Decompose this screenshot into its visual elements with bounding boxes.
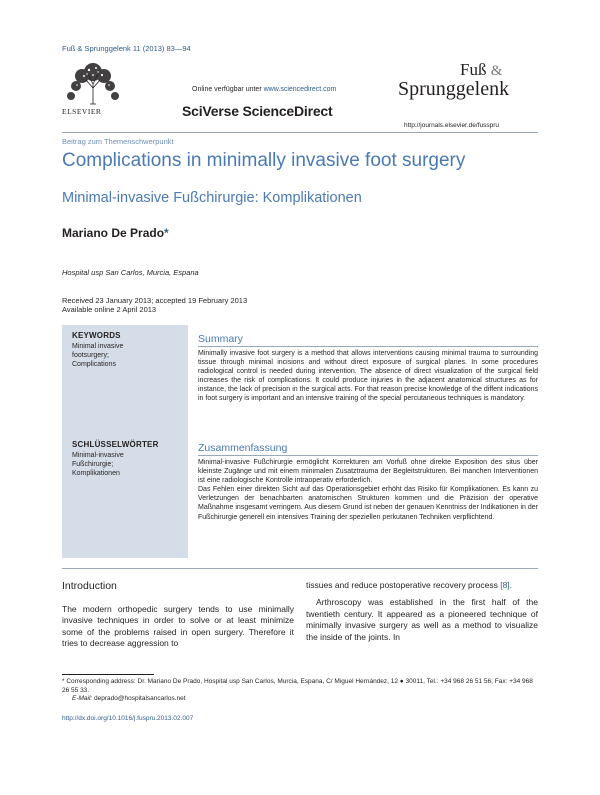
keyword-item: Fußchirurgie; (72, 461, 114, 468)
zusammenfassung-paragraph: Das Fehlen einer direkten Sicht auf das Operationsgebiet erhöht das Risiko für Komplikationen. Es kann zu Verletzungen der benachbarten anatomischen Strukturen kommen und die Präzision der operative Maßnahme insgesamt verringern. Aus diesem Grund ist neben der genauen Kenntniss der Indikationen in der Fußchirurgie generell ein intensives Training der speziellen perkutanen Techniken verpflichtend. (198, 486, 538, 521)
keywords-heading-german: SCHLÜSSELWÖRTER (72, 440, 159, 449)
journal-ampersand: & (490, 63, 503, 79)
online-availability (192, 86, 336, 93)
summary-divider (198, 346, 538, 347)
sciencedirect-link[interactable]: www.sciencedirect.com (263, 86, 337, 93)
zusammenfassung-paragraph: Minimal-invasive Fußchirurgie ermöglicht Korrekturen am Vorfuß ohne direkte Exposition des situs über kleinste Zugänge und mit einem minimalen Zusatztrauma der Begleitstrukturen. Bei manchen Interventionen ist eine radiologische Kontrolle intraoperativ erforderlich. (198, 459, 538, 485)
body-column-left: The modern orthopedic surgery tends to use minimally invasive techniques in order to solve or at least minimize some of the problems raised in open surgery. Therefore it tries to decrease aggression to (62, 604, 294, 649)
zusammenfassung-divider (198, 455, 538, 456)
email-link[interactable]: deprado@hospitalsancarlos.net (94, 695, 186, 703)
zusammenfassung-heading: Zusammenfassung (198, 442, 288, 454)
author-name: Mariano De Prado (62, 226, 165, 240)
article-title-german: Minimal-invasive Fußchirurgie: Komplikationen (62, 190, 362, 206)
body-column-right (306, 580, 538, 643)
available-date: Available online 2 April 2013 (62, 305, 157, 314)
journal-name-line1: Fuß (460, 60, 487, 79)
keyword-item: Minimal-invasive (72, 452, 124, 459)
keyword-item: Complications (72, 361, 116, 368)
keywords-list (72, 342, 172, 369)
section-label: Beitrag zum Themenschwerpunkt (62, 137, 174, 146)
received-date: Received 23 January 2013; accepted 19 February 2013 (62, 296, 248, 305)
article-history (62, 296, 247, 314)
doi-link[interactable]: http://dx.doi.org/10.1016/j.fuspru.2013.02.007 (62, 715, 194, 722)
keyword-item: footsurgery; (72, 352, 109, 359)
journal-logo (398, 58, 538, 116)
email-label: E-Mail: (72, 695, 93, 703)
keyword-item: Minimal invasive (72, 343, 124, 350)
online-prefix: Online verfügbar unter (192, 86, 264, 93)
body-paragraph: Arthroscopy was established in the first half of the twentieth century. It appeared as a pioneered technique of minimally invasive surgery as well as a method to visualize the inside of the joints. In (306, 597, 538, 642)
summary-text: Minimally invasive foot surgery is a method that allows interventions causing minimal trauma to surrounding tissue through minimal incisions and without direct exposure of surgical planes. In some procedures radiological control is needed during intervention. The absence of direct visualization of the surgical field increases the risk of complications. It could produce injuries in the adjacent anatomical structures as for instance, the lack of precision in the surgical acts. For that reason precise knowledge of the diffent indications in foot surgery is important and an intensive training of the special percutaneous techniques is mandatory. (198, 350, 538, 403)
header-divider (62, 132, 538, 133)
zusammenfassung-text (198, 458, 538, 522)
author (62, 226, 169, 240)
journal-reference: Fuß & Sprunggelenk 11 (2013) 83—94 (62, 44, 191, 53)
correspondence-address: * Corresponding address: Dr. Mariano De Prado, Hospital usp San Carlos, Murcia, Espana, C/ Miguel Hernández, 12 ● 30011, Tel.: +34 968 26 51 56; Fax: +34 968 26 55 33. (62, 678, 533, 694)
platform-logo: SciVerse ScienceDirect (182, 103, 333, 119)
affiliation: Hospital usp San Carlos, Murcia, Espana (62, 268, 199, 277)
author-footnote-mark[interactable]: * (164, 226, 169, 240)
keywords-list-german (72, 451, 172, 478)
keyword-item: Komplikationen (72, 470, 120, 477)
body-text: tissues and reduce postoperative recovery process (306, 580, 498, 590)
article-title-english: Complications in minimally invasive foot surgery (62, 150, 466, 171)
publisher-name: ELSEVIER (62, 107, 102, 116)
keywords-heading: KEYWORDS (72, 331, 121, 340)
footnote-divider (62, 674, 154, 675)
abstract-divider (62, 568, 538, 569)
journal-url[interactable]: http://journals.elsevier.de/fusspru (404, 122, 500, 129)
footnote (62, 678, 538, 704)
journal-name-line2: Sprunggelenk (398, 78, 510, 100)
citation-link[interactable]: [8]. (500, 580, 513, 590)
summary-heading: Summary (198, 333, 243, 345)
introduction-heading: Introduction (62, 580, 117, 592)
